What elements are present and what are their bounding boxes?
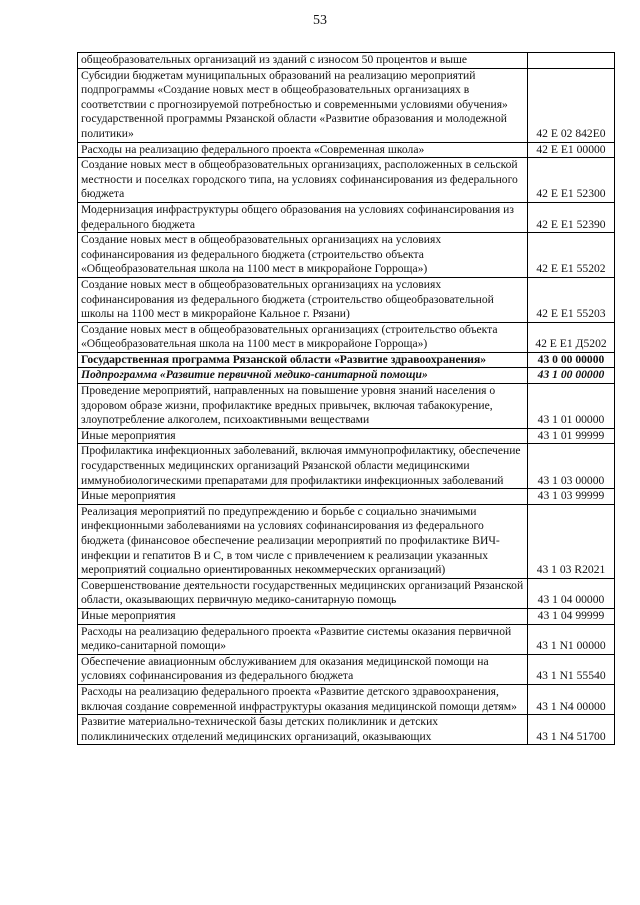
- table-row: [78, 715, 615, 745]
- row-code: 43 1 01 00000: [528, 384, 615, 429]
- row-description: Реализация мероприятий по предупреждению и борьбе с социально значимыми инфекционными заболеваниями на условиях софинансирования из федерального бюджета (финансовое обеспечение реализации мероприятий по профилактике ВИЧ-инфекции и гепатитов В и С, в том числе с привлечением к реализации указанных мероприятий социально ориентированных некоммерческих организаций): [78, 504, 528, 578]
- row-code: 43 1 03 R2021: [528, 504, 615, 578]
- row-description: Обеспечение авиационным обслуживанием для оказания медицинской помощи на условиях софинансирования из федерального бюджета: [78, 654, 528, 684]
- row-description: Создание новых мест в общеобразовательных организациях (строительство объекта «Общеобразовательная школа на 1100 мест в микрорайоне Горроща»): [78, 322, 528, 352]
- page-number: 53: [313, 13, 327, 28]
- row-code: 43 1 03 00000: [528, 444, 615, 489]
- row-description: Развитие материально-технической базы детских поликлиник и детских поликлинических отделений медицинских организаций, оказывающих: [78, 715, 528, 745]
- row-code: 42 Е Е1 52390: [528, 202, 615, 232]
- row-code: 43 1 03 99999: [528, 489, 615, 505]
- table-row: [78, 202, 615, 232]
- row-description: Расходы на реализацию федерального проекта «Развитие детского здравоохранения, включая создание современной инфраструктуры оказания медицинской помощи детям»: [78, 684, 528, 714]
- row-code: 42 Е Е1 Д5202: [528, 322, 615, 352]
- table-row: [78, 233, 615, 278]
- table-row: [78, 444, 615, 489]
- table-row: [78, 352, 615, 368]
- table-row: [78, 624, 615, 654]
- row-description: Создание новых мест в общеобразовательных организациях на условиях софинансирования из федерального бюджета (строительство объекта «Общеобразовательная школа на 1100 мест в микрорайоне Горроща»): [78, 233, 528, 278]
- table-body: [78, 53, 615, 745]
- row-description: Расходы на реализацию федерального проекта «Современная школа»: [78, 142, 528, 158]
- row-description: Государственная программа Рязанской области «Развитие здравоохранения»: [78, 352, 528, 368]
- row-code: 43 1 N1 00000: [528, 624, 615, 654]
- table-row: [78, 384, 615, 429]
- table-row: [78, 489, 615, 505]
- table-row: [78, 322, 615, 352]
- row-description: Иные мероприятия: [78, 489, 528, 505]
- row-description: Иные мероприятия: [78, 608, 528, 624]
- row-code: 43 0 00 00000: [528, 352, 615, 368]
- row-description: Расходы на реализацию федерального проекта «Развитие системы оказания первичной медико-санитарной помощи»: [78, 624, 528, 654]
- row-code: 43 1 00 00000: [528, 368, 615, 384]
- table-row: [78, 142, 615, 158]
- table-row: [78, 53, 615, 69]
- table-row: [78, 608, 615, 624]
- row-code: 43 1 04 00000: [528, 578, 615, 608]
- budget-classification-table: [77, 52, 615, 745]
- table-row: [78, 277, 615, 322]
- row-code: 42 Е 02 842Е0: [528, 68, 615, 142]
- row-description: Совершенствование деятельности государственных медицинских организаций Рязанской области, оказывающих первичную медико-санитарную помощь: [78, 578, 528, 608]
- row-description: Модернизация инфраструктуры общего образования на условиях софинансирования из федерального бюджета: [78, 202, 528, 232]
- table-row: [78, 428, 615, 444]
- row-code: 43 1 N4 00000: [528, 684, 615, 714]
- row-description: Профилактика инфекционных заболеваний, включая иммунопрофилактику, обеспечение государственных медицинских организаций Рязанской области медицинскими иммунобиологическими препаратами для профилактики инфекционных заболеваний: [78, 444, 528, 489]
- row-description: общеобразовательных организаций из зданий с износом 50 процентов и выше: [78, 53, 528, 69]
- row-code: 42 Е Е1 55203: [528, 277, 615, 322]
- table-row: [78, 504, 615, 578]
- row-code: 42 Е Е1 55202: [528, 233, 615, 278]
- table-row: [78, 578, 615, 608]
- row-description: Иные мероприятия: [78, 428, 528, 444]
- row-code: 43 1 N4 51700: [528, 715, 615, 745]
- row-description: Создание новых мест в общеобразовательных организациях на условиях софинансирования из федерального бюджета (строительство общеобразовательной школы на 1100 мест в микрорайоне Кальное г. Рязани): [78, 277, 528, 322]
- row-code: [528, 53, 615, 69]
- row-description: Подпрограмма «Развитие первичной медико-санитарной помощи»: [78, 368, 528, 384]
- table-row: [78, 368, 615, 384]
- row-description: Создание новых мест в общеобразовательных организациях, расположенных в сельской местности и поселках городского типа, на условиях софинансирования из федерального бюджета: [78, 158, 528, 203]
- table-row: [78, 158, 615, 203]
- row-code: 42 Е Е1 00000: [528, 142, 615, 158]
- row-code: 43 1 04 99999: [528, 608, 615, 624]
- table-row: [78, 68, 615, 142]
- row-code: 42 Е Е1 52300: [528, 158, 615, 203]
- row-code: 43 1 01 99999: [528, 428, 615, 444]
- table-row: [78, 684, 615, 714]
- row-description: Проведение мероприятий, направленных на повышение уровня знаний населения о здоровом образе жизни, профилактике вредных привычек, включая табакокурение, злоупотребление алкоголем, психоактивными веществами: [78, 384, 528, 429]
- row-description: Субсидии бюджетам муниципальных образований на реализацию мероприятий подпрограммы «Создание новых мест в общеобразовательных организациях в соответствии с прогнозируемой потребностью и современными условиями обучения» государственной программы Рязанской области «Развитие образования и молодежной политики»: [78, 68, 528, 142]
- row-code: 43 1 N1 55540: [528, 654, 615, 684]
- table-row: [78, 654, 615, 684]
